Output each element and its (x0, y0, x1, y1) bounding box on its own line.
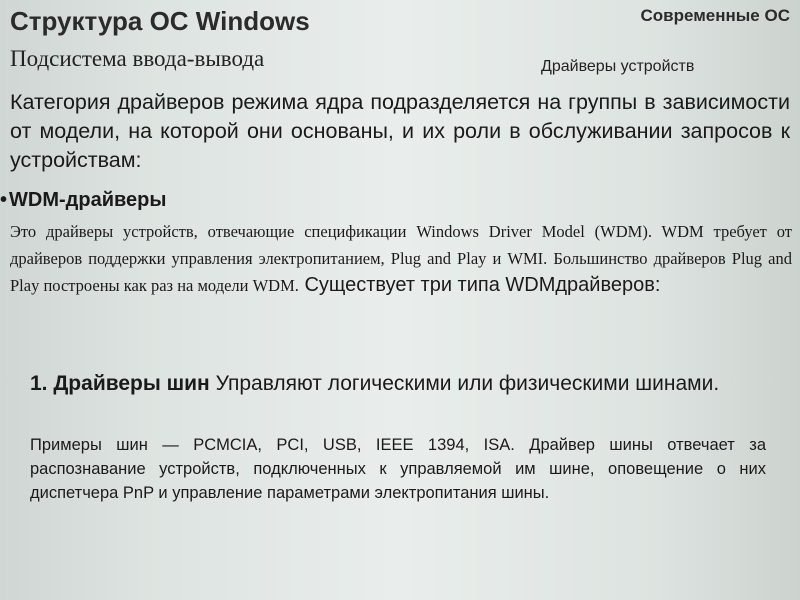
bus-drivers-paragraph: Примеры шин — PCMCIA, PCI, USB, IEEE 1394, ISA. Драйвер шины отвечает за распознавание устройств, подключенных к управляемой им шине, оповещение о них диспетчера PnP и управление параметрами электропитания шины. (30, 436, 766, 502)
subtitle: Подсистема ввода-вывода (10, 46, 265, 71)
bullet-icon: • (0, 189, 8, 211)
bus-drivers-summary: Управляют логическими или физическими шинами. (209, 372, 720, 395)
wdm-paragraph (10, 218, 792, 299)
bus-drivers-heading (30, 370, 745, 398)
wdm-types-lead: Существует три типа WDMдрайверов: (298, 274, 661, 296)
topic-label: Драйверы устройств (541, 58, 695, 75)
wdm-heading-text: WDM-драйверы (9, 189, 167, 211)
section-label: Современные ОС (640, 6, 790, 25)
page-title: Структура ОС Windows (10, 6, 310, 36)
intro-paragraph: Категория драйверов режима ядра подразделяется на группы в зависимости от модели, на которой они основаны, и их роли в обслуживании запросов к устройствам: (10, 90, 790, 172)
bus-drivers-title: 1. Драйверы шин (30, 372, 210, 395)
wdm-description: Это драйверы устройств, отвечающие спецификации Windows Driver Model (WDM). WDM требует от драйверов поддержки управления электропитанием, Plug and Play и WMI. Большинство драйверов Plug and Play построены как раз на модели WDM. (10, 222, 792, 295)
wdm-heading (0, 189, 166, 212)
